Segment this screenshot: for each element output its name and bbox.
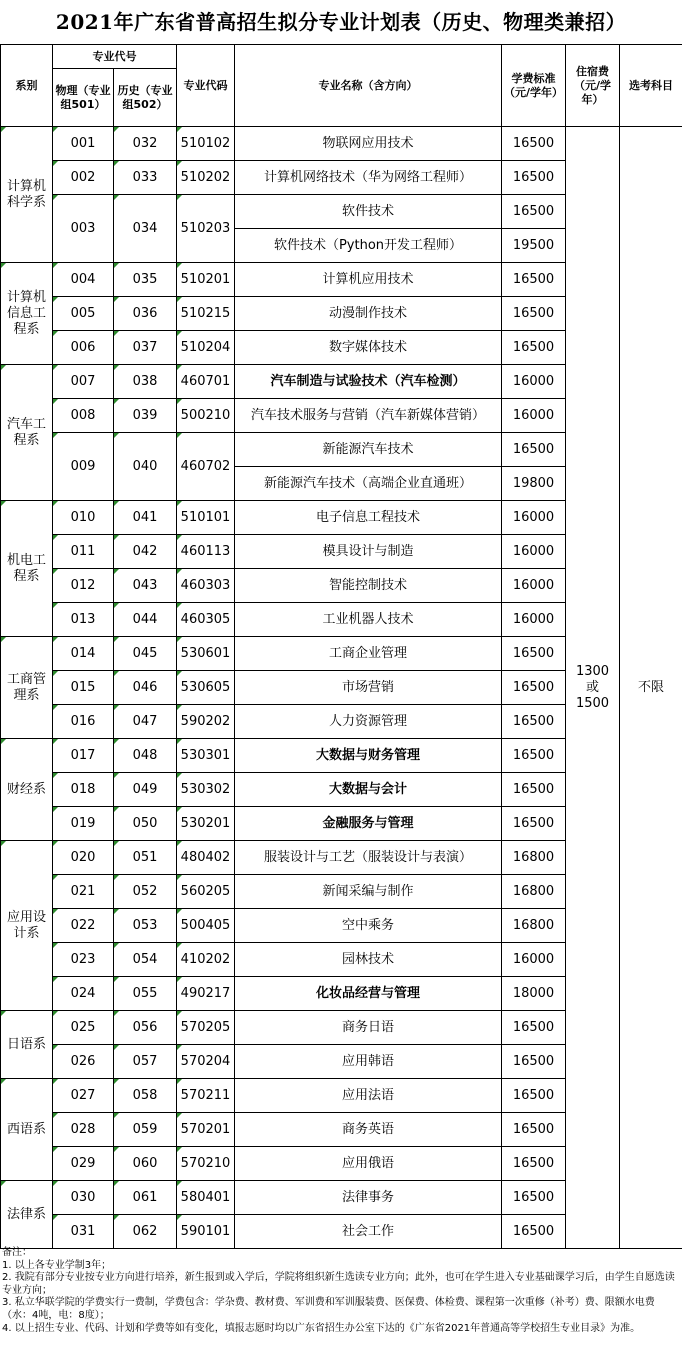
major-name-cell: 软件技术: [235, 195, 502, 229]
physics-code-cell: 030: [53, 1181, 114, 1215]
physics-code-cell: 001: [53, 127, 114, 161]
dorm-fee-line: 或: [585, 679, 599, 695]
major-name-cell: 法律事务: [235, 1181, 502, 1215]
tuition-cell: 16000: [502, 535, 566, 569]
tuition-cell: 19500: [502, 229, 566, 263]
physics-code-cell: 026: [53, 1045, 114, 1079]
history-code-cell: 039: [114, 399, 177, 433]
tuition-cell: 16000: [502, 399, 566, 433]
major-name-cell: 化妆品经营与管理: [235, 977, 502, 1011]
history-code-cell: 034: [114, 195, 177, 263]
major-code-cell: 530302: [177, 773, 235, 807]
notes-heading: 备注：: [2, 1247, 32, 1258]
physics-code-cell: 004: [53, 263, 114, 297]
tuition-cell: 16800: [502, 875, 566, 909]
major-name-cell: 新能源汽车技术: [235, 433, 502, 467]
physics-code-cell: 011: [53, 535, 114, 569]
page-title: 2021年广东省普高招生拟分专业计划表（历史、物理类兼招）: [55, 10, 627, 34]
tuition-cell: 16000: [502, 603, 566, 637]
tuition-cell: 16500: [502, 807, 566, 841]
major-code-cell: 590202: [177, 705, 235, 739]
header-history: 历史（专业组502）: [114, 69, 177, 127]
physics-code-cell: 016: [53, 705, 114, 739]
tuition-cell: 16500: [502, 433, 566, 467]
major-code-cell: 570210: [177, 1147, 235, 1181]
history-code-cell: 032: [114, 127, 177, 161]
history-code-cell: 044: [114, 603, 177, 637]
history-code-cell: 057: [114, 1045, 177, 1079]
physics-code-cell: 018: [53, 773, 114, 807]
major-name-cell: 工业机器人技术: [235, 603, 502, 637]
history-code-cell: 043: [114, 569, 177, 603]
history-code-cell: 059: [114, 1113, 177, 1147]
header-dorm: 住宿费（元/学年）: [566, 45, 620, 127]
tuition-cell: 16000: [502, 943, 566, 977]
tuition-cell: 16000: [502, 501, 566, 535]
major-code-cell: 560205: [177, 875, 235, 909]
major-code-cell: 460113: [177, 535, 235, 569]
note-item: 1. 以上各专业学制3年；: [2, 1259, 112, 1271]
physics-code-cell: 003: [53, 195, 114, 263]
physics-code-cell: 022: [53, 909, 114, 943]
major-name-cell: 金融服务与管理: [235, 807, 502, 841]
tuition-cell: 16500: [502, 1113, 566, 1147]
physics-code-cell: 028: [53, 1113, 114, 1147]
dept-cell: 法律系: [1, 1181, 53, 1249]
dept-cell: 应用设计系: [1, 841, 53, 1011]
major-name-cell: 社会工作: [235, 1215, 502, 1249]
tuition-cell: 16500: [502, 161, 566, 195]
major-name-cell: 大数据与会计: [235, 773, 502, 807]
tuition-cell: 16800: [502, 909, 566, 943]
note-item: 3. 私立华联学院的学费实行一费制，学费包含：学杂费、教材费、军训费和军训服装费、医保费、体检费、课程第一次重修（补考）费、限额水电费（水：4吨，电：8度）；: [2, 1297, 655, 1321]
major-code-cell: 510102: [177, 127, 235, 161]
tuition-cell: 16500: [502, 263, 566, 297]
physics-code-cell: 021: [53, 875, 114, 909]
dept-cell: 日语系: [1, 1011, 53, 1079]
dept-cell: 汽车工程系: [1, 365, 53, 501]
major-code-cell: 460701: [177, 365, 235, 399]
major-code-cell: 510201: [177, 263, 235, 297]
dept-cell: 工商管理系: [1, 637, 53, 739]
tuition-cell: 16500: [502, 773, 566, 807]
physics-code-cell: 029: [53, 1147, 114, 1181]
tuition-cell: 16500: [502, 1181, 566, 1215]
tuition-cell: 16500: [502, 1045, 566, 1079]
major-name-cell: 模具设计与制造: [235, 535, 502, 569]
header-major-name: 专业名称（含方向）: [235, 45, 502, 127]
header-physics: 物理（专业组501）: [53, 69, 114, 127]
tuition-cell: 16500: [502, 195, 566, 229]
major-code-cell: 570201: [177, 1113, 235, 1147]
history-code-cell: 040: [114, 433, 177, 501]
physics-code-cell: 023: [53, 943, 114, 977]
dorm-fee-line: 1300: [575, 663, 610, 679]
history-code-cell: 058: [114, 1079, 177, 1113]
major-code-cell: 460305: [177, 603, 235, 637]
major-name-cell: 园林技术: [235, 943, 502, 977]
physics-code-cell: 024: [53, 977, 114, 1011]
enrollment-plan-table: [0, 44, 682, 1249]
history-code-cell: 047: [114, 705, 177, 739]
major-code-cell: 570211: [177, 1079, 235, 1113]
physics-code-cell: 010: [53, 501, 114, 535]
history-code-cell: 056: [114, 1011, 177, 1045]
major-name-cell: 汽车技术服务与营销（汽车新媒体营销）: [235, 399, 502, 433]
physics-code-cell: 017: [53, 739, 114, 773]
tuition-cell: 16500: [502, 297, 566, 331]
tuition-cell: 16800: [502, 841, 566, 875]
subject-requirement-cell: 不限: [620, 127, 682, 1249]
physics-code-cell: 015: [53, 671, 114, 705]
physics-code-cell: 005: [53, 297, 114, 331]
physics-code-cell: 014: [53, 637, 114, 671]
header-code-group: 专业代号: [53, 45, 177, 69]
tuition-cell: 19800: [502, 467, 566, 501]
notes: [2, 1247, 680, 1335]
header-dept: 系别: [1, 45, 53, 127]
tuition-cell: 16500: [502, 705, 566, 739]
physics-code-cell: 002: [53, 161, 114, 195]
major-name-cell: 应用俄语: [235, 1147, 502, 1181]
major-name-cell: 汽车制造与试验技术（汽车检测）: [235, 365, 502, 399]
physics-code-cell: 006: [53, 331, 114, 365]
history-code-cell: 033: [114, 161, 177, 195]
major-code-cell: 410202: [177, 943, 235, 977]
table-body: [1, 127, 682, 1249]
history-code-cell: 041: [114, 501, 177, 535]
tuition-cell: 16500: [502, 127, 566, 161]
physics-code-cell: 013: [53, 603, 114, 637]
major-code-cell: 460303: [177, 569, 235, 603]
dept-cell: 财经系: [1, 739, 53, 841]
major-name-cell: 空中乘务: [235, 909, 502, 943]
history-code-cell: 053: [114, 909, 177, 943]
tuition-cell: 16000: [502, 365, 566, 399]
major-name-cell: 动漫制作技术: [235, 297, 502, 331]
major-code-cell: 530605: [177, 671, 235, 705]
history-code-cell: 038: [114, 365, 177, 399]
physics-code-cell: 027: [53, 1079, 114, 1113]
history-code-cell: 037: [114, 331, 177, 365]
major-code-cell: 510101: [177, 501, 235, 535]
major-name-cell: 软件技术（Python开发工程师）: [235, 229, 502, 263]
major-code-cell: 480402: [177, 841, 235, 875]
major-name-cell: 计算机应用技术: [235, 263, 502, 297]
physics-code-cell: 012: [53, 569, 114, 603]
history-code-cell: 061: [114, 1181, 177, 1215]
major-name-cell: 数字媒体技术: [235, 331, 502, 365]
major-name-cell: 应用韩语: [235, 1045, 502, 1079]
major-name-cell: 商务英语: [235, 1113, 502, 1147]
major-name-cell: 智能控制技术: [235, 569, 502, 603]
major-code-cell: 500405: [177, 909, 235, 943]
tuition-cell: 16000: [502, 569, 566, 603]
tuition-cell: 16500: [502, 331, 566, 365]
major-code-cell: 500210: [177, 399, 235, 433]
physics-code-cell: 009: [53, 433, 114, 501]
physics-code-cell: 025: [53, 1011, 114, 1045]
major-code-cell: 530201: [177, 807, 235, 841]
major-name-cell: 商务日语: [235, 1011, 502, 1045]
tuition-cell: 18000: [502, 977, 566, 1011]
note-item: 4. 以上招生专业、代码、计划和学费等如有变化，填报志愿时均以广东省招生办公室下达的《广东省2021年普通高等学校招生专业目录》为准。: [2, 1322, 641, 1334]
major-code-cell: 510215: [177, 297, 235, 331]
tuition-cell: 16500: [502, 1147, 566, 1181]
major-code-cell: 580401: [177, 1181, 235, 1215]
history-code-cell: 048: [114, 739, 177, 773]
major-name-cell: 计算机网络技术（华为网络工程师）: [235, 161, 502, 195]
history-code-cell: 042: [114, 535, 177, 569]
dept-cell: 计算机科学系: [1, 127, 53, 263]
history-code-cell: 055: [114, 977, 177, 1011]
major-name-cell: 工商企业管理: [235, 637, 502, 671]
major-name-cell: 应用法语: [235, 1079, 502, 1113]
major-code-cell: 510202: [177, 161, 235, 195]
dept-cell: 计算机信息工程系: [1, 263, 53, 365]
table-row: [1, 127, 682, 161]
physics-code-cell: 019: [53, 807, 114, 841]
physics-code-cell: 008: [53, 399, 114, 433]
major-name-cell: 人力资源管理: [235, 705, 502, 739]
major-code-cell: 530601: [177, 637, 235, 671]
major-code-cell: 570205: [177, 1011, 235, 1045]
major-code-cell: 510204: [177, 331, 235, 365]
header-row-1: [1, 45, 682, 69]
major-code-cell: 590101: [177, 1215, 235, 1249]
history-code-cell: 051: [114, 841, 177, 875]
tuition-cell: 16500: [502, 739, 566, 773]
tuition-cell: 16500: [502, 1215, 566, 1249]
physics-code-cell: 031: [53, 1215, 114, 1249]
physics-code-cell: 007: [53, 365, 114, 399]
note-item: 2. 我院有部分专业按专业方向进行培养，新生报到或入学后，学院将组织新生选读专业方向；此外，也可在学生进入专业基础课学习后，由学生自愿选读专业方向；: [2, 1272, 675, 1296]
tuition-cell: 16500: [502, 1011, 566, 1045]
tuition-cell: 16500: [502, 637, 566, 671]
major-name-cell: 物联网应用技术: [235, 127, 502, 161]
dorm-fee-line: 1500: [575, 695, 610, 711]
major-code-cell: 570204: [177, 1045, 235, 1079]
major-name-cell: 新闻采编与制作: [235, 875, 502, 909]
major-name-cell: 大数据与财务管理: [235, 739, 502, 773]
dept-cell: 机电工程系: [1, 501, 53, 637]
major-code-cell: 490217: [177, 977, 235, 1011]
history-code-cell: 050: [114, 807, 177, 841]
major-name-cell: 电子信息工程技术: [235, 501, 502, 535]
dept-cell: 西语系: [1, 1079, 53, 1181]
major-name-cell: 服装设计与工艺（服装设计与表演）: [235, 841, 502, 875]
header-major-code: 专业代码: [177, 45, 235, 127]
history-code-cell: 046: [114, 671, 177, 705]
history-code-cell: 052: [114, 875, 177, 909]
major-name-cell: 市场营销: [235, 671, 502, 705]
history-code-cell: 035: [114, 263, 177, 297]
history-code-cell: 045: [114, 637, 177, 671]
history-code-cell: 060: [114, 1147, 177, 1181]
major-name-cell: 新能源汽车技术（高端企业直通班）: [235, 467, 502, 501]
header-subject: 选考科目: [620, 45, 682, 127]
history-code-cell: 036: [114, 297, 177, 331]
major-code-cell: 530301: [177, 739, 235, 773]
header-tuition: 学费标准（元/学年）: [502, 45, 566, 127]
tuition-cell: 16500: [502, 1079, 566, 1113]
history-code-cell: 062: [114, 1215, 177, 1249]
major-code-cell: 460702: [177, 433, 235, 501]
tuition-cell: 16500: [502, 671, 566, 705]
physics-code-cell: 020: [53, 841, 114, 875]
dorm-fee-cell: [566, 127, 620, 1249]
major-code-cell: 510203: [177, 195, 235, 263]
history-code-cell: 054: [114, 943, 177, 977]
history-code-cell: 049: [114, 773, 177, 807]
